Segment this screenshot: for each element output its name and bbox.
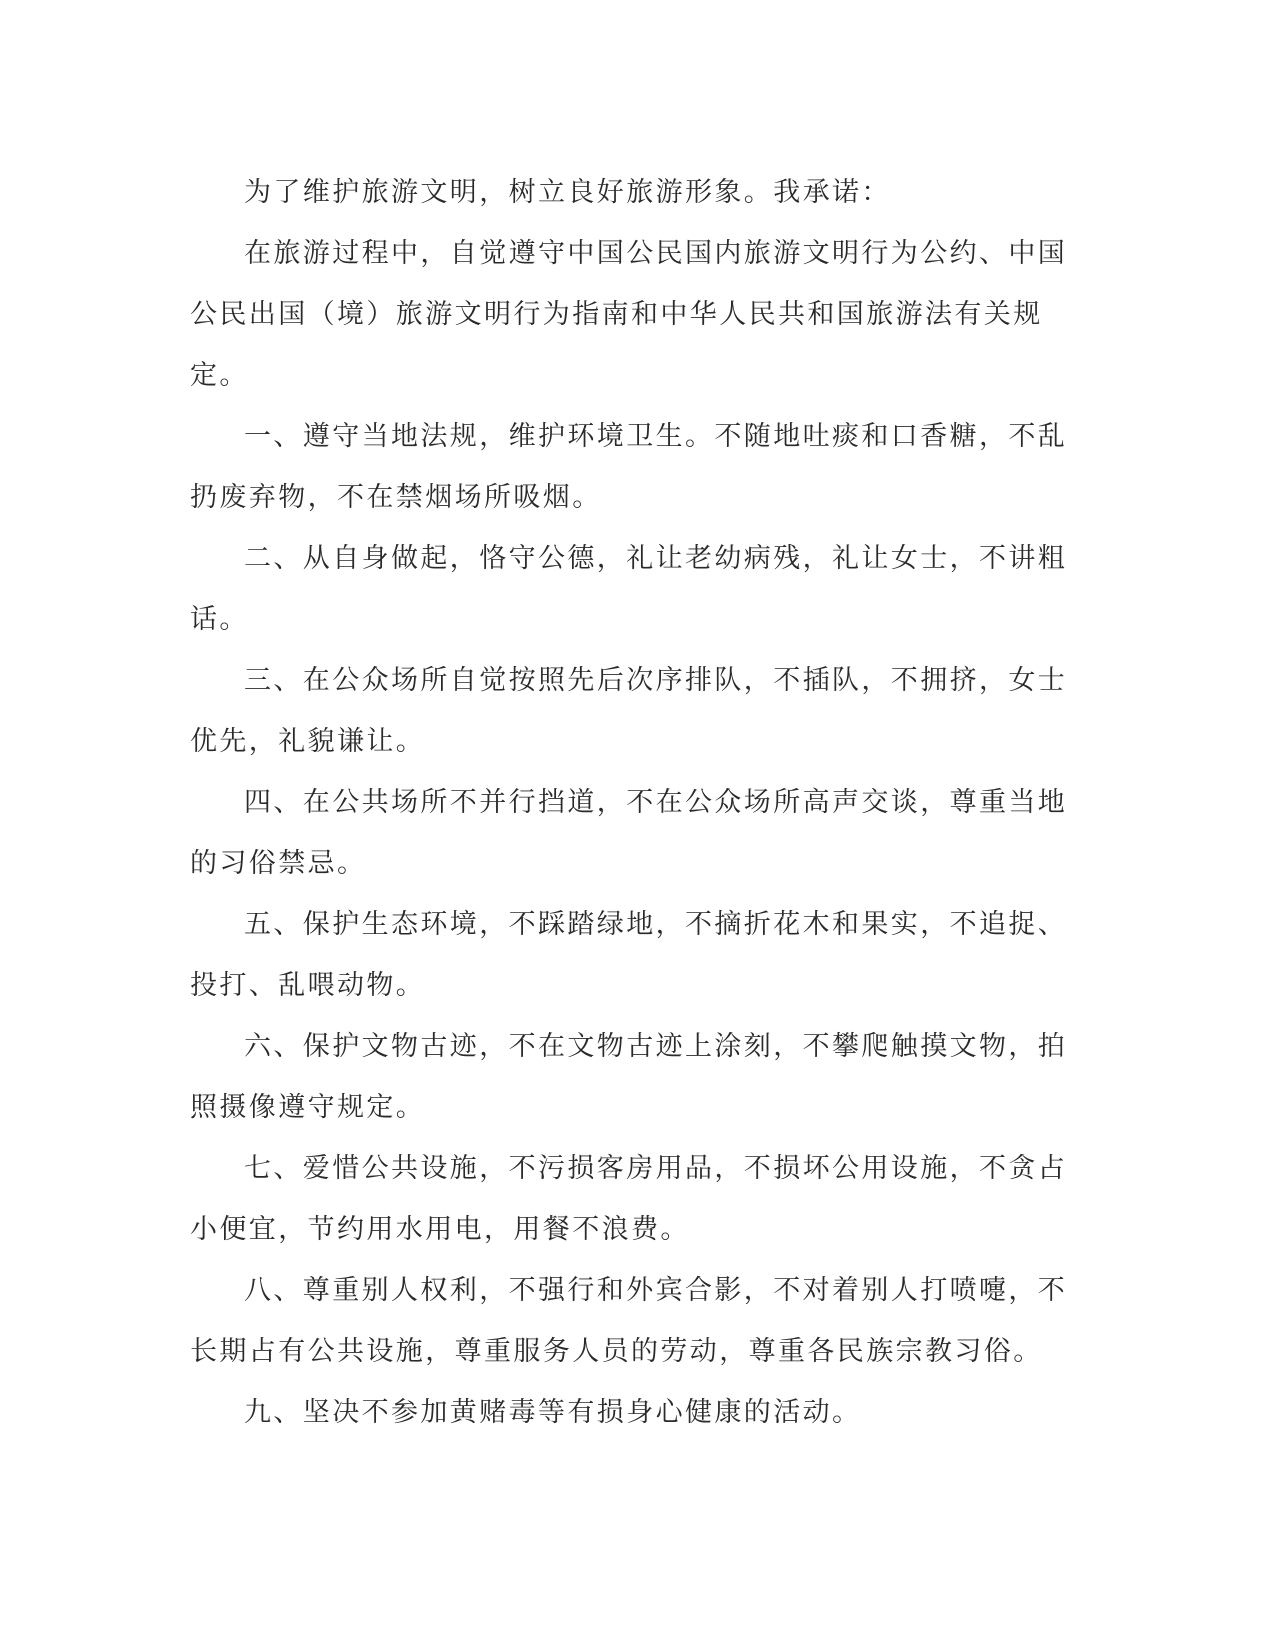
document-body: [190, 162, 1070, 1443]
pledge-item-3: 三、在公众场所自觉按照先后次序排队，不插队，不拥挤，女士优先，礼貌谦让。: [190, 665, 1068, 757]
pledge-item-1: 一、遵守当地法规，维护环境卫生。不随地吐痰和口香糖，不乱扔废弃物，不在禁烟场所吸烟。: [190, 421, 1068, 513]
pledge-item-8: 八、尊重别人权利，不强行和外宾合影，不对着别人打喷嚏，不长期占有公共设施，尊重服务人员的劳动，尊重各民族宗教习俗。: [190, 1275, 1068, 1367]
pledge-item-9: 九、坚决不参加黄赌毒等有损身心健康的活动。: [244, 1397, 862, 1428]
pledge-item-4: 四、在公共场所不并行挡道，不在公众场所高声交谈，尊重当地的习俗禁忌。: [190, 787, 1068, 879]
pledge-item-2: 二、从自身做起，恪守公德，礼让老幼病残，礼让女士，不讲粗话。: [190, 543, 1068, 635]
pledge-item-5: 五、保护生态环境，不踩踏绿地，不摘折花木和果实，不追捉、投打、乱喂动物。: [190, 909, 1068, 1001]
pledge-item-6: 六、保护文物古迹，不在文物古迹上涂刻，不攀爬触摸文物，拍照摄像遵守规定。: [190, 1031, 1068, 1123]
intro-paragraph: 为了维护旅游文明，树立良好旅游形象。我承诺：: [244, 177, 891, 208]
regulation-paragraph: 在旅游过程中，自觉遵守中国公民国内旅游文明行为公约、中国公民出国（境）旅游文明行为指南和中华人民共和国旅游法有关规定。: [190, 238, 1068, 391]
pledge-item-7: 七、爱惜公共设施，不污损客房用品，不损坏公用设施，不贪占小便宜，节约用水用电，用餐不浪费。: [190, 1153, 1068, 1245]
